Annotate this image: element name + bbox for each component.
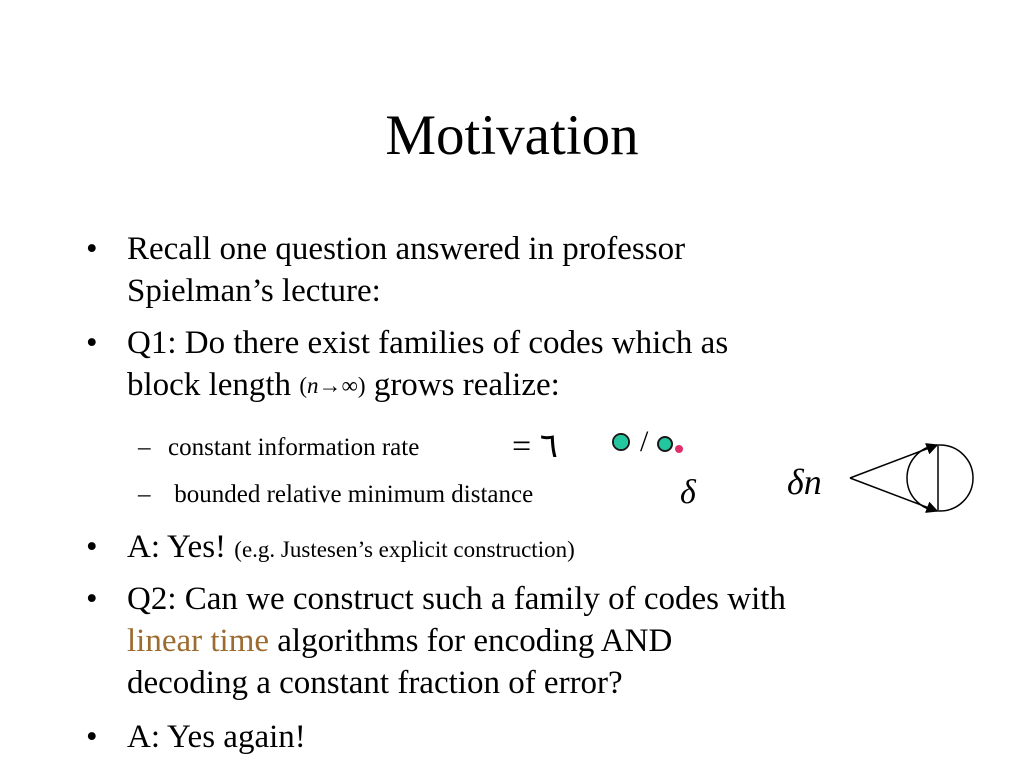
block-length-text: block length (127, 367, 292, 403)
bullet-q2-text (127, 578, 786, 704)
bullet-q1-line1: Q1: Do there exist families of codes which as (127, 325, 729, 361)
bullet-q2-line3: decoding a constant fraction of error? (127, 665, 623, 701)
delta-n-label (787, 460, 822, 504)
math-arrow-infinity: →∞ (318, 373, 358, 398)
sub-bullet-rate-text: constant information rate (168, 434, 420, 461)
bullet-dot: • (86, 529, 98, 565)
teal-circle-icon-2 (657, 436, 673, 452)
rate-equals-glyph: = ٦ (512, 428, 558, 465)
math-paren-close: ) (357, 373, 366, 398)
delta-n-delta: δ (787, 462, 804, 502)
teal-circle-icon (612, 433, 630, 451)
diagram-cone-upper (850, 445, 937, 478)
diagram-circle (907, 445, 973, 511)
bullet-recall-line2: Spielman’s lecture: (127, 273, 381, 309)
sub-bullet-rate (138, 433, 419, 463)
teal-fill (614, 435, 628, 449)
sub-dash: – (138, 434, 151, 461)
slide-title: Motivation (385, 104, 639, 167)
sub-dash: – (138, 481, 151, 508)
bullet-recall-text (127, 228, 685, 312)
bullet-dot: • (86, 581, 98, 617)
bullet-dot: • (86, 231, 98, 267)
rate-slash-glyph: / (640, 425, 649, 458)
pink-dot-icon (675, 445, 683, 453)
grows-realize-text: grows realize: (365, 367, 560, 403)
cone-circle-diagram-icon (840, 438, 980, 520)
math-n: n (306, 373, 319, 398)
bullet-a1-main: A: Yes! (127, 529, 235, 565)
sub-bullet-distance-text: bounded relative minimum distance (168, 481, 534, 508)
math-paren-open: ( (299, 373, 307, 398)
linear-time-highlight: linear time (127, 623, 270, 659)
bullet-q2-line2 (127, 620, 786, 662)
bullet-dot: • (86, 719, 98, 755)
sub-bullet-distance (138, 480, 533, 510)
bullet-a1-example: (e.g. Justesen’s explicit construction) (234, 537, 575, 562)
bullet-a1-text (127, 526, 575, 571)
delta-symbol: δ (680, 474, 696, 511)
bullet-q1-line2 (127, 364, 728, 407)
delta-n-n: n (803, 462, 822, 502)
diagram-cone-lower (850, 478, 937, 511)
block-length-math (299, 373, 365, 398)
bullet-q2-line2-rest: algorithms for encoding AND (269, 623, 673, 659)
bullet-dot: • (86, 325, 98, 361)
bullet-q1-text (127, 322, 728, 407)
bullet-recall-line1: Recall one question answered in professor (127, 231, 686, 267)
bullet-q2-line1: Q2: Can we construct such a family of codes with (127, 581, 786, 617)
bullet-a2-text: A: Yes again! (127, 719, 306, 755)
